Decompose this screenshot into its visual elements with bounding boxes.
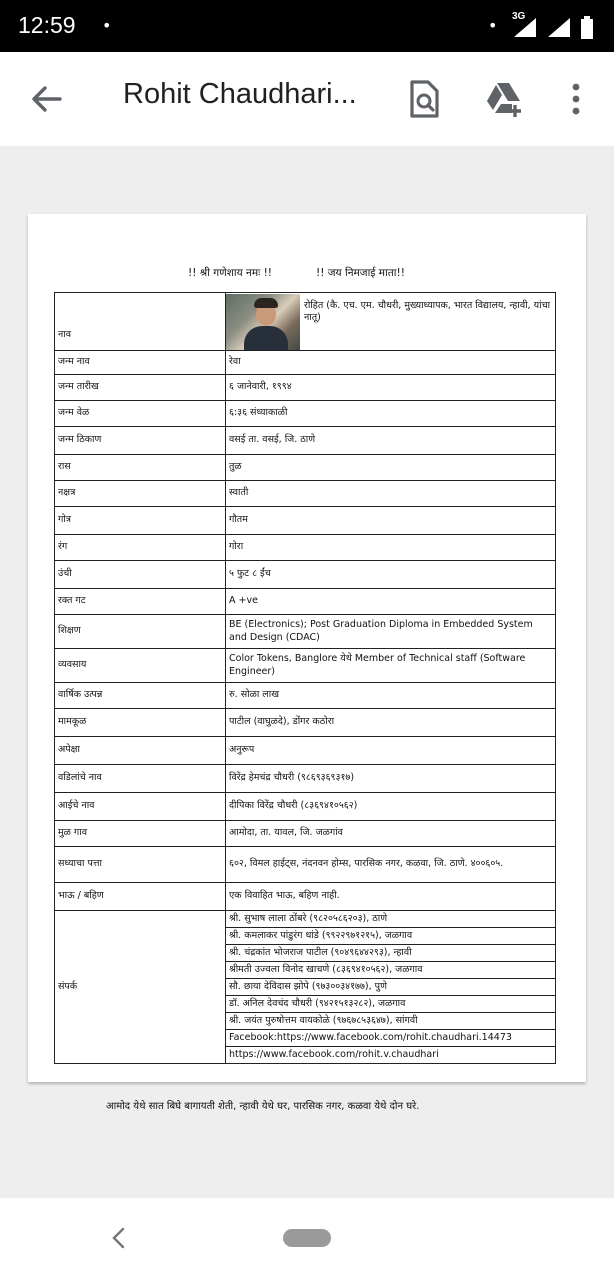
table-row	[55, 649, 556, 683]
table-row	[55, 847, 556, 883]
row-value: ६ जानेवारी, १९९४	[226, 375, 556, 401]
table-row	[55, 507, 556, 535]
table-row	[55, 737, 556, 765]
row-value: अनुरूप	[226, 737, 556, 765]
table-row	[55, 481, 556, 507]
more-vert-icon[interactable]	[556, 79, 596, 119]
row-value: ५ फुट ८ ईंच	[226, 561, 556, 589]
row-value: रेवा	[226, 351, 556, 375]
row-label: जन्म ठिकाण	[55, 427, 226, 455]
row-label: नक्षत्र	[55, 481, 226, 507]
row-value: पाटील (वाघुळदे), डोंगर कठोरा	[226, 709, 556, 737]
table-row	[55, 615, 556, 649]
network-type: 3G	[512, 11, 526, 22]
contact-item: https://www.facebook.com/rohit.v.chaudhari	[226, 1047, 556, 1064]
row-label: रास	[55, 455, 226, 481]
table-row	[55, 401, 556, 427]
row-label: आईचे नाव	[55, 793, 226, 821]
document-title: Rohit Chaudhari...	[123, 78, 357, 110]
notification-dot: •	[102, 16, 112, 35]
row-label: रंग	[55, 535, 226, 561]
row-value: गौतम	[226, 507, 556, 535]
name-label: नाव	[55, 293, 226, 351]
contact-item: सौ. छाया देविदास झोपे (९७३००३४१७७), पुणे	[226, 979, 556, 996]
name-value-cell	[226, 293, 556, 351]
contact-item: श्री. कमलाकर पांडुरंग धांडे (९९२२९७१२१५), जळगाव	[226, 928, 556, 945]
mobile-signal-icon	[512, 16, 538, 38]
biodata-table	[54, 292, 556, 1064]
status-bar	[0, 0, 614, 52]
contact-item: श्रीमती उज्वला विनोद खाचणे (८३६९४१०५६२), जळगाव	[226, 962, 556, 979]
row-label: जन्म तारीख	[55, 375, 226, 401]
row-label: जन्म वेळ	[55, 401, 226, 427]
contact-item: श्री. चंद्रकांत भोजराज पाटील (९०४९६४४२९३), न्हावी	[226, 945, 556, 962]
table-row	[55, 293, 556, 351]
row-label: वडिलांचे नाव	[55, 765, 226, 793]
navigation-bar	[0, 1198, 614, 1280]
footer-note: आमोद येथे सात बिघे बागायती शेती, न्हावी येथे घर, पारसिक नगर, कळवा येथे दोन घरे.	[106, 1101, 420, 1112]
row-label: शिक्षण	[55, 615, 226, 649]
row-value: Color Tokens, Banglore येथे Member of Technical staff (Software Engineer)	[226, 649, 556, 683]
wifi-signal-icon	[546, 16, 572, 38]
battery-icon	[580, 16, 594, 40]
row-value: ६:३६ संध्याकाळी	[226, 401, 556, 427]
contact-item: डॉ. अनिल देवचंद चौधरी (९४२१५१३२८२), जळगाव	[226, 996, 556, 1013]
contact-label: संपर्क	[55, 911, 226, 1064]
row-value: रु. सोळा लाख	[226, 683, 556, 709]
arrow-left-icon[interactable]	[26, 79, 66, 119]
contact-row	[55, 911, 556, 928]
table-row	[55, 351, 556, 375]
table-row	[55, 821, 556, 847]
row-value: दीपिका विरेंद्र चौधरी (८३६९४१०५६२)	[226, 793, 556, 821]
row-value: BE (Electronics); Post Graduation Diploma in Embedded System and Design (CDAC)	[226, 615, 556, 649]
row-label: रक्त गट	[55, 589, 226, 615]
find-in-page-icon[interactable]	[404, 79, 444, 119]
heading-right: !! जय निमजाई माता!!	[316, 267, 405, 279]
row-label: व्यवसाय	[55, 649, 226, 683]
table-row	[55, 589, 556, 615]
pdf-page[interactable]	[28, 214, 586, 1112]
row-value: आमोदा, ता. यावल, जि. जळगांव	[226, 821, 556, 847]
row-value: A +ve	[226, 589, 556, 615]
contact-item: श्री. जयंत पुरुषोत्तम वायकोळे (९७६७८५३६४७), सांगवी	[226, 1013, 556, 1030]
table-row	[55, 765, 556, 793]
status-time: 12:59	[18, 12, 76, 38]
nav-back-chevron-icon[interactable]	[108, 1226, 130, 1250]
app-bar	[0, 52, 614, 146]
row-label: सध्याचा पत्ता	[55, 847, 226, 883]
home-pill-icon[interactable]	[283, 1229, 331, 1247]
pdf-viewer[interactable]	[0, 146, 614, 1198]
add-to-drive-icon[interactable]	[484, 79, 528, 119]
table-row	[55, 535, 556, 561]
table-row	[55, 709, 556, 737]
table-row	[55, 561, 556, 589]
heading-left: !! श्री गणेशाय नमः !!	[188, 267, 273, 279]
row-label: मुळ गाव	[55, 821, 226, 847]
row-label: अपेक्षा	[55, 737, 226, 765]
row-value: वसई ता. वसई, जि. ठाणे	[226, 427, 556, 455]
row-value: ६०२, विमल हाईट्स, नंदनवन होम्स, पारसिक नगर, कळवा, जि. ठाणे. ४००६०५.	[226, 847, 556, 883]
row-label: भाऊ / बहिण	[55, 883, 226, 911]
row-label: उंची	[55, 561, 226, 589]
table-row	[55, 683, 556, 709]
contact-item: Facebook:https://www.facebook.com/rohit.chaudhari.14473	[226, 1030, 556, 1047]
profile-photo	[226, 294, 300, 350]
contact-item: श्री. सुभाष लाला ठोंबरे (९८२०५८६२०३), ठाणे	[226, 911, 556, 928]
table-row	[55, 427, 556, 455]
row-value: तुळ	[226, 455, 556, 481]
table-row	[55, 455, 556, 481]
row-label: वार्षिक उत्पन्न	[55, 683, 226, 709]
table-row	[55, 793, 556, 821]
name-value: रोहित (कै. एच. एम. चौधरी, मुख्याध्यापक, भारत विद्यालय, न्हावी, यांचा नातू)	[304, 299, 551, 324]
row-value: एक विवाहित भाऊ, बहिण नाही.	[226, 883, 556, 911]
row-label: गोत्र	[55, 507, 226, 535]
row-value: स्वाती	[226, 481, 556, 507]
row-label: मामकूळ	[55, 709, 226, 737]
row-label: जन्म नाव	[55, 351, 226, 375]
row-value: गोरा	[226, 535, 556, 561]
row-value: विरेंद्र हेमचंद्र चौधरी (९८६९३६९३१७)	[226, 765, 556, 793]
table-row	[55, 375, 556, 401]
table-row	[55, 883, 556, 911]
status-dot: •	[488, 16, 498, 35]
